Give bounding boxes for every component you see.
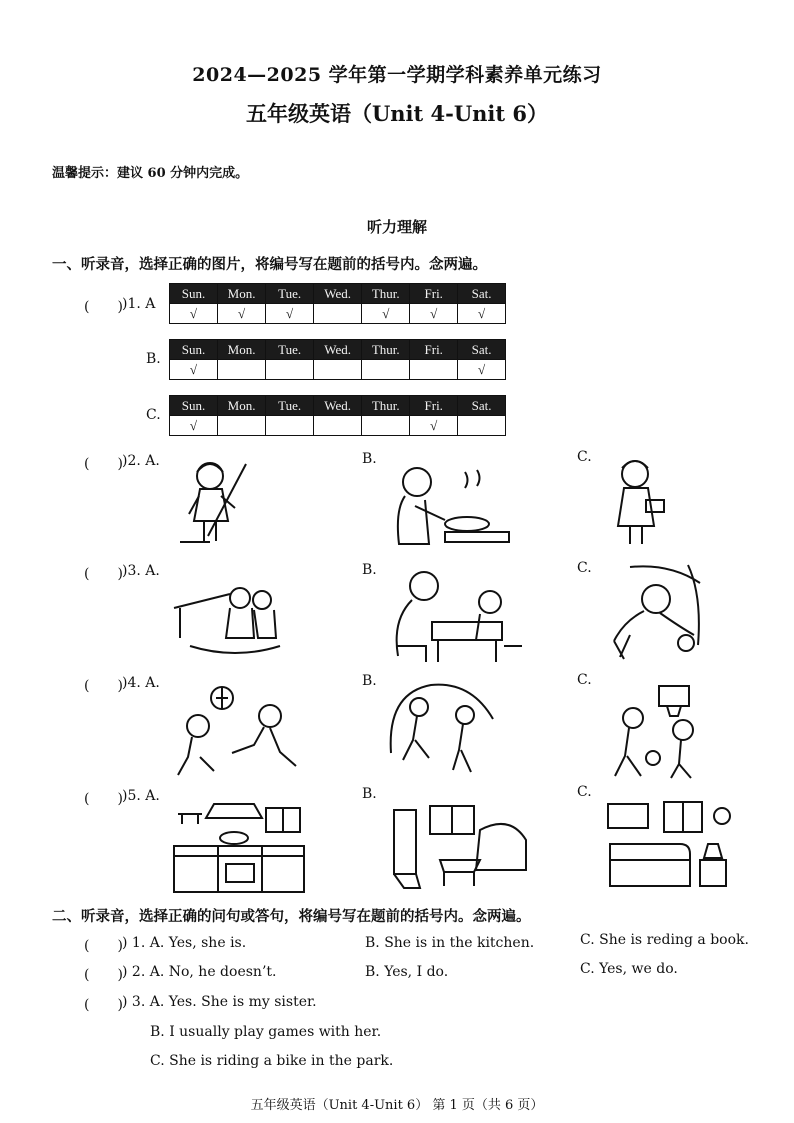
check-cell (362, 416, 410, 436)
p2-q1-option-b: B. She is in the kitchen. (365, 935, 535, 951)
day-header: Fri. (410, 396, 458, 416)
answer-paren[interactable]: ( ) (84, 678, 123, 694)
day-header: Wed. (314, 284, 362, 304)
check-cell (314, 360, 362, 380)
day-header: Tue. (266, 340, 314, 360)
day-header: Fri. (410, 340, 458, 360)
check-cell (362, 360, 410, 380)
check-cell (314, 416, 362, 436)
answer-paren[interactable]: ( ) (84, 456, 123, 472)
check-cell: √ (170, 416, 218, 436)
exam-subtitle: 五年级英语（Unit 4-Unit 6） (245, 101, 549, 126)
kids-playing-basketball-image (603, 682, 718, 780)
q2-option-b: B. (362, 451, 377, 467)
q4-option-c: C. (577, 672, 592, 688)
check-cell: √ (410, 304, 458, 324)
q5-option-b: B. (362, 786, 377, 802)
day-header: Sun. (170, 396, 218, 416)
day-header: Tue. (266, 284, 314, 304)
answer-paren[interactable]: ( ) (84, 791, 123, 807)
q1-table-a (169, 283, 506, 324)
day-header: Tue. (266, 396, 314, 416)
grandpa-sleeping-image (600, 563, 715, 663)
woman-cooking-image (385, 458, 515, 550)
day-header: Mon. (217, 284, 265, 304)
day-header: Thur. (362, 340, 410, 360)
answer-paren[interactable]: ( ) (84, 566, 123, 582)
q4-number: )4. A. (122, 675, 160, 691)
p2-q2-option-c: C. Yes, we do. (580, 961, 678, 977)
q1-table-b (169, 339, 506, 380)
part2-instruction: 二、听录音，选择正确的问句或答句，将编号写在题前的括号内。念两遍。 (52, 908, 531, 925)
woman-mopping-image (170, 458, 250, 550)
day-header: Sat. (458, 396, 506, 416)
check-cell: √ (170, 360, 218, 380)
day-header: Wed. (314, 340, 362, 360)
day-header: Thur. (362, 284, 410, 304)
day-header: Sat. (458, 284, 506, 304)
p2-q1-option-a: ) 1. A. Yes, she is. (122, 935, 247, 951)
q1-number: )1. A (122, 296, 156, 312)
people-fishing-image (170, 568, 285, 658)
answer-paren[interactable]: ( ) (84, 938, 123, 954)
day-header: Sat. (458, 340, 506, 360)
check-cell: √ (362, 304, 410, 324)
p2-q3-option-a: ) 3. A. Yes. She is my sister. (122, 994, 317, 1010)
check-cell (314, 304, 362, 324)
page-footer: 五年级英语（Unit 4-Unit 6） 第 1 页（共 6 页） (250, 1098, 544, 1113)
q4-option-b: B. (362, 673, 377, 689)
p2-q3-option-b: B. I usually play games with her. (150, 1024, 382, 1040)
day-header: Sun. (170, 284, 218, 304)
day-header: Fri. (410, 284, 458, 304)
part1-instruction: 一、听录音，选择正确的图片，将编号写在题前的括号内。念两遍。 (52, 256, 487, 273)
day-header: Wed. (314, 396, 362, 416)
check-cell (458, 416, 506, 436)
p2-q3-option-c: C. She is riding a bike in the park. (150, 1053, 394, 1069)
check-cell (217, 360, 265, 380)
check-cell: √ (410, 416, 458, 436)
check-cell: √ (217, 304, 265, 324)
check-cell: √ (458, 360, 506, 380)
q3-option-c: C. (577, 560, 592, 576)
answer-paren[interactable]: ( ) (84, 967, 123, 983)
p2-q1-option-c: C. She is reding a book. (580, 932, 749, 948)
grandpa-playing-chess-image (388, 566, 523, 664)
q1-option-b-label: B. (146, 351, 161, 367)
check-cell: √ (170, 304, 218, 324)
p2-q2-option-b: B. Yes, I do. (365, 964, 449, 980)
q3-number: )3. A. (122, 563, 160, 579)
day-header: Sun. (170, 340, 218, 360)
kids-jumping-rope-image (385, 683, 500, 783)
bedroom-image (604, 800, 739, 894)
woman-with-basket-image (600, 456, 675, 548)
p2-q2-option-a: ) 2. A. No, he doesn’t. (122, 964, 277, 980)
day-header: Thur. (362, 396, 410, 416)
living-room-image (390, 800, 530, 894)
check-cell (410, 360, 458, 380)
check-cell: √ (266, 304, 314, 324)
kitchen-image (170, 800, 308, 894)
answer-paren[interactable]: ( ) (84, 997, 123, 1013)
time-tip: 温馨提示：建议 60 分钟内完成。 (52, 166, 249, 181)
q2-number: )2. A. (122, 453, 160, 469)
check-cell (266, 416, 314, 436)
section-heading: 听力理解 (366, 218, 427, 236)
kids-playing-football-image (170, 680, 310, 780)
day-header: Mon. (217, 396, 265, 416)
check-cell (266, 360, 314, 380)
q5-option-c: C. (577, 784, 592, 800)
check-cell (217, 416, 265, 436)
q1-table-c (169, 395, 506, 436)
exam-title: 2024—2025 学年第一学期学科素养单元练习 (192, 64, 602, 86)
q1-option-c-label: C. (146, 407, 161, 423)
answer-paren[interactable]: ( ) (84, 299, 123, 315)
check-cell: √ (458, 304, 506, 324)
q3-option-b: B. (362, 562, 377, 578)
day-header: Mon. (217, 340, 265, 360)
q5-number: )5. A. (122, 788, 160, 804)
q2-option-c: C. (577, 449, 592, 465)
